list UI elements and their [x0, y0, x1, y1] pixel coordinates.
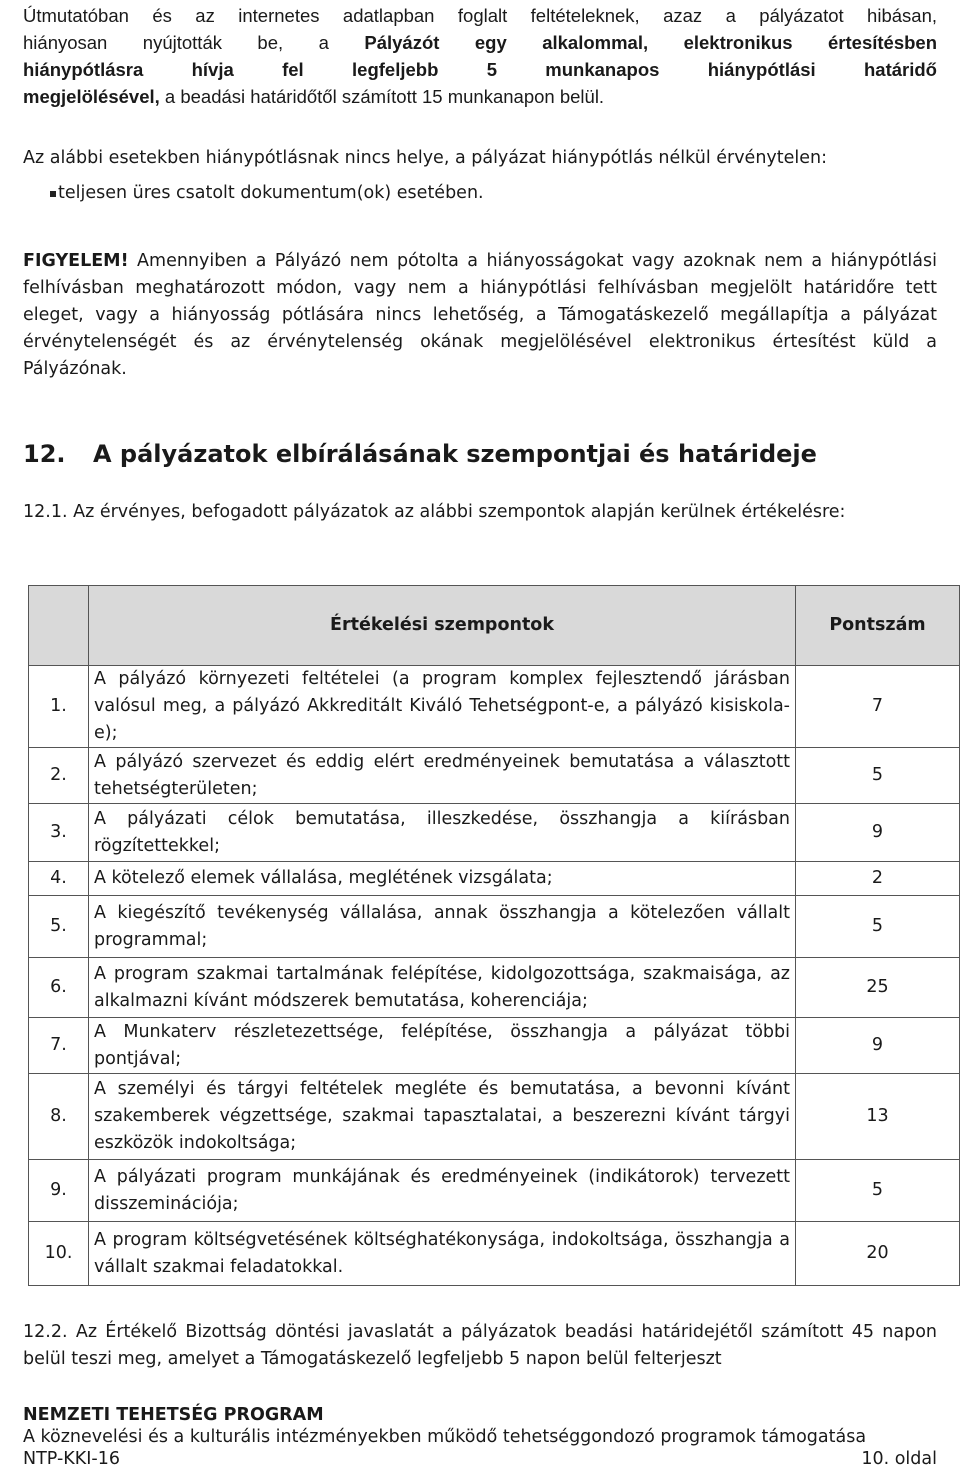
no-rectification-paragraph: [23, 145, 937, 172]
row-number: 1.: [29, 666, 89, 748]
row-number: 5.: [29, 896, 89, 958]
subsection-12-2: [23, 1319, 937, 1373]
row-number: 3.: [29, 804, 89, 862]
row-number: 8.: [29, 1074, 89, 1160]
row-number: 9.: [29, 1160, 89, 1222]
subsection-12-1-text: Az érvényes, befogadott pályázatok az alábbi szempontok alapján kerülnek értékelésre:: [73, 502, 846, 522]
row-criteria: A kiegészítő tevékenység vállalása, annak összhangja a kötelezően vállalt programmal;: [89, 896, 796, 958]
table-row: [29, 1074, 960, 1160]
row-criteria: A program költségvetésének költséghatékonysága, indokoltsága, összhangja a vállalt szakmai feladatokkal.: [89, 1222, 796, 1286]
evaluation-criteria-table: [28, 585, 960, 1286]
footer-page-number: 10. oldal: [861, 1449, 937, 1469]
no-rectification-text: Az alábbi esetekben hiánypótlásnak nincs helye, a pályázat hiánypótlás nélkül érvénytelen:: [23, 148, 828, 168]
section-number: 12.: [23, 440, 66, 468]
row-points: 5: [796, 896, 960, 958]
section-title: A pályázatok elbírálásának szempontjai és határideje: [93, 440, 817, 468]
row-points: 25: [796, 958, 960, 1018]
row-points: 7: [796, 666, 960, 748]
footer-program: NEMZETI TEHETSÉG PROGRAM: [23, 1405, 324, 1425]
page-footer: [23, 1404, 937, 1470]
section-heading: [23, 440, 817, 468]
table-row: [29, 1222, 960, 1286]
warning-paragraph: [23, 248, 937, 383]
row-criteria: A pályázati program munkájának és eredményeinek (indikátorok) tervezett disszeminációja;: [89, 1160, 796, 1222]
header-points: Pontszám: [796, 586, 960, 666]
row-number: 4.: [29, 862, 89, 896]
intro-line-2: [23, 29, 937, 56]
row-points: 20: [796, 1222, 960, 1286]
square-bullet-icon: [50, 191, 56, 197]
row-number: 6.: [29, 958, 89, 1018]
intro-line-4-text: a beadási határidőtől számított 15 munkanapon belül.: [164, 86, 605, 107]
row-number: 7.: [29, 1018, 89, 1074]
row-points: 2: [796, 862, 960, 896]
row-criteria: A Munkaterv részletezettsége, felépítése, összhangja a pályázat többi pontjával;: [89, 1018, 796, 1074]
header-criteria: Értékelési szempontok: [89, 586, 796, 666]
footer-subtitle: A köznevelési és a kulturális intézményekben működő tehetséggondozó programok támogatása: [23, 1427, 867, 1447]
table-row: [29, 958, 960, 1018]
footer-code: NTP-KKI-16: [23, 1449, 120, 1469]
row-points: 5: [796, 748, 960, 804]
row-criteria: A személyi és tárgyi feltételek megléte és bemutatása, a bevonni kívánt szakemberek végzettsége, szakmai tapasztalatai, a beszerezni kívánt tárgyi eszközök indokoltsága;: [89, 1074, 796, 1160]
header-number-cell: [29, 586, 89, 666]
intro-paragraph: [23, 2, 937, 110]
intro-line-4-bold: megjelölésével,: [23, 86, 160, 107]
row-points: 9: [796, 1018, 960, 1074]
warning-label: FIGYELEM!: [23, 251, 129, 271]
bullet-text: teljesen üres csatolt dokumentum(ok) esetében.: [58, 183, 484, 203]
warning-text: Amennyiben a Pályázó nem pótolta a hiányosságokat vagy azoknak nem a hiánypótlási felhívásban meghatározott módon, vagy nem a hiánypótlási felhívásban megjelölt határidőre tett eleget, vagy a hiányosság pótlására nincs lehetőség, a Támogatáskezelő megállapítja a pályázat érvénytelenségét és az érvénytelenség okának megjelölésével elektronikus értesítést küld a Pályázónak.: [23, 251, 937, 379]
row-points: 5: [796, 1160, 960, 1222]
subsection-12-1-number: 12.1.: [23, 502, 68, 522]
table-row: [29, 666, 960, 748]
table-row: [29, 1160, 960, 1222]
table-header-row: [29, 586, 960, 666]
subsection-12-1: [23, 499, 937, 526]
row-number: 2.: [29, 748, 89, 804]
row-points: 9: [796, 804, 960, 862]
row-criteria: A pályázati célok bemutatása, illeszkedése, összhangja a kiírásban rögzítettekkel;: [89, 804, 796, 862]
intro-line-2-bold: Pályázót egy alkalommal, elektronikus értesítésben: [364, 32, 937, 53]
intro-line-2-text: hiányosan nyújtották be, a: [23, 32, 329, 53]
table-row: [29, 748, 960, 804]
subsection-12-2-number: 12.2.: [23, 1322, 68, 1342]
row-criteria: A pályázó szervezet és eddig elért eredményeinek bemutatása a választott tehetségterületen;: [89, 748, 796, 804]
footer-bottom-line: [23, 1448, 937, 1470]
table-row: [29, 896, 960, 958]
table-row: [29, 862, 960, 896]
intro-line-4: [23, 83, 937, 110]
row-points: 13: [796, 1074, 960, 1160]
row-number: 10.: [29, 1222, 89, 1286]
row-criteria: A program szakmai tartalmának felépítése, kidolgozottsága, szakmaisága, az alkalmazni kívánt módszerek bemutatása, koherenciája;: [89, 958, 796, 1018]
intro-line-3: hiánypótlásra hívja fel legfeljebb 5 munkanapos hiánypótlási határidő: [23, 59, 937, 80]
table-row: [29, 804, 960, 862]
bullet-item: [58, 180, 918, 207]
table-row: [29, 1018, 960, 1074]
row-criteria: A kötelező elemek vállalása, meglétének vizsgálata;: [89, 862, 796, 896]
subsection-12-2-text: Az Értékelő Bizottság döntési javaslatát a pályázatok beadási határidejétől számított 45 napon belül teszi meg, amelyet a Támogatáskezelő legfeljebb 5 napon belül felterjeszt: [23, 1322, 937, 1369]
row-criteria: A pályázó környezeti feltételei (a program komplex fejlesztendő járásban valósul meg, a pályázó Akkreditált Kiváló Tehetségpont-e, a pályázó kisiskola-e);: [89, 666, 796, 748]
intro-line-1: Útmutatóban és az internetes adatlapban foglalt feltételeknek, azaz a pályázatot hibásan,: [23, 5, 937, 26]
